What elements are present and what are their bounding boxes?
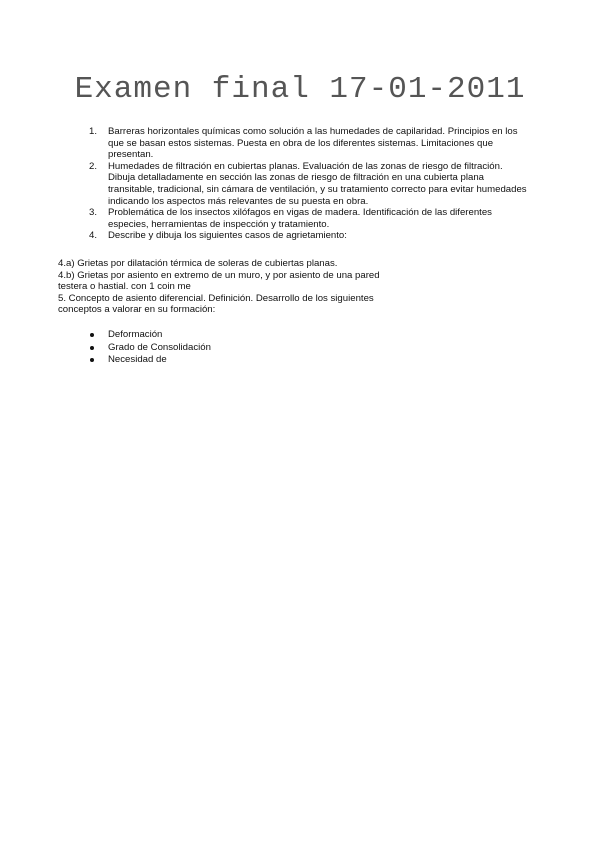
text-line: 4.a) Grietas por dilatación térmica de soleras de cubiertas planas. xyxy=(58,258,338,269)
list-item xyxy=(0,354,600,367)
list-item xyxy=(0,342,600,355)
list-item xyxy=(0,161,532,207)
bullet-icon xyxy=(90,346,94,350)
bullet-icon xyxy=(90,333,94,337)
list-item xyxy=(0,207,532,230)
question-number: 4. xyxy=(89,230,98,242)
page-title: Examen final 17-01-2011 xyxy=(74,72,526,107)
bullet-icon xyxy=(90,358,94,362)
text-line: 4.b) Grietas por asiento en extremo de un muro, y por asiento de una pared xyxy=(58,269,380,281)
bullet-list xyxy=(0,329,600,367)
question-number: 1. xyxy=(89,126,98,137)
question-number: 3. xyxy=(89,207,98,219)
question-text: Problemática de los insectos xilófagos en vigas de madera. Identificación de las diferentes especies, herramientas de inspección y tratamiento. xyxy=(108,207,492,230)
question-text: Barreras horizontales químicas como solución a las humedades de capilaridad. Principios en los que se basan estos sistemas. Puesta en obra de los diferentes sistemas. Limitaciones que presentan. xyxy=(108,126,518,161)
bullet-text: Necesidad de xyxy=(108,354,167,366)
bullet-text: Grado de Consolidación xyxy=(108,341,211,353)
free-text-block xyxy=(58,258,538,316)
question-text: Describe y dibuja los siguientes casos de agrietamiento: xyxy=(108,230,347,242)
list-item xyxy=(0,126,532,161)
question-number: 2. xyxy=(89,160,98,172)
question-list xyxy=(0,126,600,242)
question-text: Humedades de filtración en cubiertas planas. Evaluación de las zonas de riesgo de filtración. Dibuja detalladamente en sección las zonas de riesgo de filtración en una cubierta plana transitable, tradicional, sin cámara de ventilación, y su tratamiento correcto para evitar humedades indicando los aspectos más relevantes de su puesta en obra. xyxy=(108,160,527,207)
text-line: 5. Concepto de asiento diferencial. Definición. Desarrollo de los siguientes xyxy=(58,292,374,304)
bullet-text: Deformación xyxy=(108,329,163,340)
text-line: conceptos a valorar en su formación: xyxy=(58,304,216,316)
text-line: testera o hastial. con 1 coin me xyxy=(58,281,191,293)
list-item xyxy=(0,230,532,242)
list-item xyxy=(0,329,600,342)
